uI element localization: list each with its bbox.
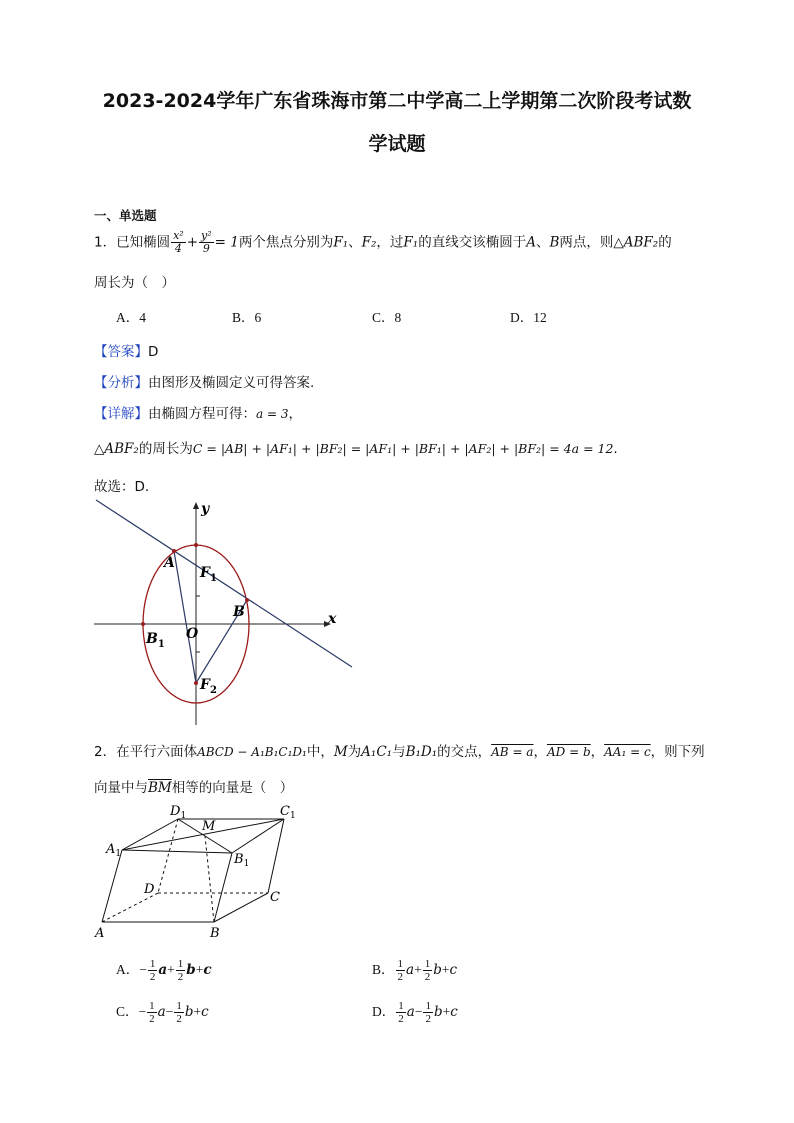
label-M: M (202, 819, 216, 834)
question-1-stem-line-2: 周长为（ ） (94, 275, 175, 291)
q1-prefix: 1．已知椭圆 (94, 234, 171, 251)
q1-answer: 【答案】D (94, 344, 159, 360)
y-axis-label: y (201, 501, 210, 517)
label-D: D (144, 882, 155, 897)
point-label-F1: $F_1$ (200, 565, 217, 584)
secant-line (96, 500, 352, 667)
q1-perimeter: △ABF₂的周长为C = |AB| + |AF₁| + |BF₂| = |AF₁| + |BF₁| + |AF₂| + |BF₂| = 4a = 12. (94, 441, 618, 457)
q1-option-b[interactable]: B．6 (232, 310, 262, 325)
q1-conclusion: 故选：D. (94, 479, 150, 495)
point-label-B1: $B_1$ (146, 631, 165, 650)
label-A1: $A_1$ (106, 842, 122, 859)
label-B: B (210, 926, 220, 941)
label-C: C (270, 890, 280, 905)
q1-option-c[interactable]: C．8 (372, 310, 402, 325)
q1-option-a[interactable]: A．4 (116, 310, 146, 325)
point-label-O: O (186, 626, 199, 642)
q2-option-d[interactable]: D． $\frac{1}{2}$ a− $\frac{1}{2}$ b+c (372, 1000, 458, 1026)
q1-fraction-x: $\frac{\text{x²}}{4}$ (173, 229, 184, 255)
q1-detail: 【详解】由椭圆方程可得：a = 3， (94, 406, 302, 422)
label-D1: $D_1$ (170, 804, 187, 821)
x-axis-label: x (328, 611, 337, 627)
question-1-stem: 1．已知椭圆 $\frac{\text{x²}}{4}$ + $\frac{\text{y²}}{9}$ = 1两个焦点分别为F₁、F₂，过F₁的直线交该椭圆于A、B两点，则△ABF₂的 (94, 229, 672, 255)
question-2-stem: 2．在平行六面体ABCD − A₁B₁C₁D₁中，M为A₁C₁与B₁D₁的交点，AB = a，AD = b，AA₁ = c，则下列 (94, 744, 705, 760)
label-B1: $B_1$ (234, 852, 250, 869)
point-label-F2: $F_2$ (200, 677, 217, 696)
label-C1: $C_1$ (280, 804, 296, 821)
page-title-line-1: 2023-2024学年广东省珠海市第二中学高二上学期第二次阶段考试数 (102, 90, 692, 112)
question-2-stem-line-2: 向量中与$\overline{BM}$相等的向量是（ ） (94, 780, 294, 796)
q2-option-a[interactable]: A．− $\frac{1}{2}$ a+ $\frac{1}{2}$ b+c (116, 958, 212, 984)
page-title-line-2: 学试题 (368, 133, 426, 155)
point-label-B: B (233, 604, 245, 620)
q2-option-b[interactable]: B． $\frac{1}{2}$ a+ $\frac{1}{2}$ b+c (372, 958, 458, 984)
q1-analysis: 【分析】由图形及椭圆定义可得答案. (94, 375, 315, 391)
section-heading: 一、单选题 (94, 208, 157, 223)
q1-fraction-y: $\frac{\text{y²}}{9}$ (201, 229, 212, 255)
q1-option-d[interactable]: D．12 (510, 310, 547, 325)
q2-parallelepiped-figure (92, 803, 312, 943)
segment-AF2 (174, 551, 196, 683)
q1-ellipse-figure (90, 495, 360, 735)
q2-option-c[interactable]: C．− $\frac{1}{2}$ a− $\frac{1}{2}$ b+c (116, 1000, 209, 1026)
point-label-A: A (164, 555, 175, 571)
label-A: A (95, 926, 105, 941)
